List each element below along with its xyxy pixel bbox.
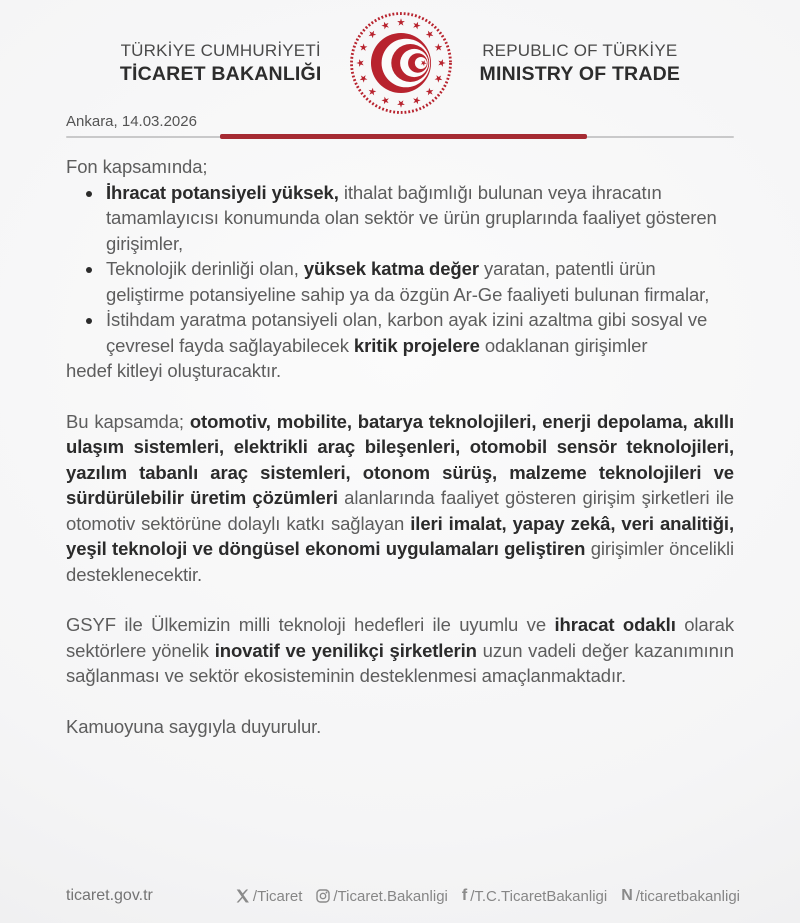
bullet-item-1: • İhracat potansiyeli yüksek, ithalat bağımlığı bulunan veya ihracatın tamamlayıcısı konumunda olan sektör ve ürün gruplarında faaliyet gösteren girişimler, [104, 180, 734, 257]
announcement-body [66, 154, 734, 739]
intro-line: Fon kapsamında; [66, 156, 208, 177]
facebook-icon: f [461, 887, 468, 904]
nsosyal-icon: N [621, 887, 633, 904]
instagram-icon [316, 889, 330, 903]
social-x-handle: /Ticaret [252, 887, 303, 905]
ministry-name-turkish [120, 40, 322, 86]
social-nsosyal[interactable] [621, 888, 740, 905]
republic-line-en: REPUBLIC OF TÜRKİYE [482, 41, 678, 60]
sign-off-line: Kamuoyuna saygıyla duyurulur. [66, 715, 322, 737]
social-links [236, 888, 740, 905]
bullet-list [66, 180, 734, 359]
paragraph-gsyf: GSYF ile Ülkemizin milli teknoloji hedefleri ile uyumlu ve ihracat odaklı olarak sektörlere yönelik inovatif ve yenilikçi şirketlerin uzun vadeli değer kazanımının sağlanması ve sektör ekosisteminin desteklenmesi amaçlanmaktadır. [66, 614, 735, 686]
ministry-of-trade-emblem [348, 10, 454, 116]
republic-line-tr: TÜRKİYE CUMHURİYETİ [120, 41, 321, 60]
social-instagram-handle: /Ticaret.Bakanligi [333, 887, 448, 905]
footer [66, 887, 740, 905]
social-x[interactable] [236, 888, 302, 905]
bullet-item-3: • İstihdam yaratma potansiyeli olan, karbon ayak izini azaltma gibi sosyal ve çevresel fayda sağlayabilecek kritik projelere odaklanan girişimler [104, 307, 734, 358]
social-facebook[interactable] [462, 888, 607, 905]
website-link[interactable]: ticaret.gov.tr [66, 887, 153, 904]
divider [66, 134, 734, 140]
ministry-name-english [480, 40, 681, 86]
x-icon [236, 889, 250, 903]
social-nsosyal-handle: /ticaretbakanligi [635, 887, 740, 905]
social-instagram[interactable] [316, 888, 448, 905]
paragraph-sectors: Bu kapsamda; otomotiv, mobilite, batarya teknolojileri, enerji depolama, akıllı ulaşım sistemleri, elektrikli araç bileşenleri, otomobil sensör teknolojileri, yazılım tabanlı araç sistemleri, otonom sürüş, malzeme teknolojileri ve sürdürülebilir üretim çözümleri alanlarında faaliyet gösteren girişim şirketleri ile otomotiv sektörüne dolaylı katkı sağlayan ileri imalat, yapay zekâ, veri analitiği, yeşil teknoloji ve döngüsel ekonomi uygulamaları geliştiren girişimler öncelikli desteklenecektir. [66, 410, 734, 585]
header [0, 0, 800, 116]
divider-red-bar [220, 134, 587, 139]
ministry-line-en: MINISTRY OF TRADE [479, 63, 681, 85]
bullet-item-2: • Teknolojik derinliği olan, yüksek katma değer yaratan, patentli ürün geliştirme potansiyeline sahip ya da özgün Ar-Ge faaliyeti bulunan firmalar, [104, 256, 734, 307]
emblem-icon [348, 10, 454, 116]
ministry-line-tr: TİCARET BAKANLIĞI [119, 63, 322, 85]
dateline: Ankara, 14.03.2026 [66, 113, 197, 130]
social-facebook-handle: /T.C.TicaretBakanligi [470, 887, 608, 905]
bullets-closing-line: hedef kitleyi oluşturacaktır. [66, 360, 282, 381]
